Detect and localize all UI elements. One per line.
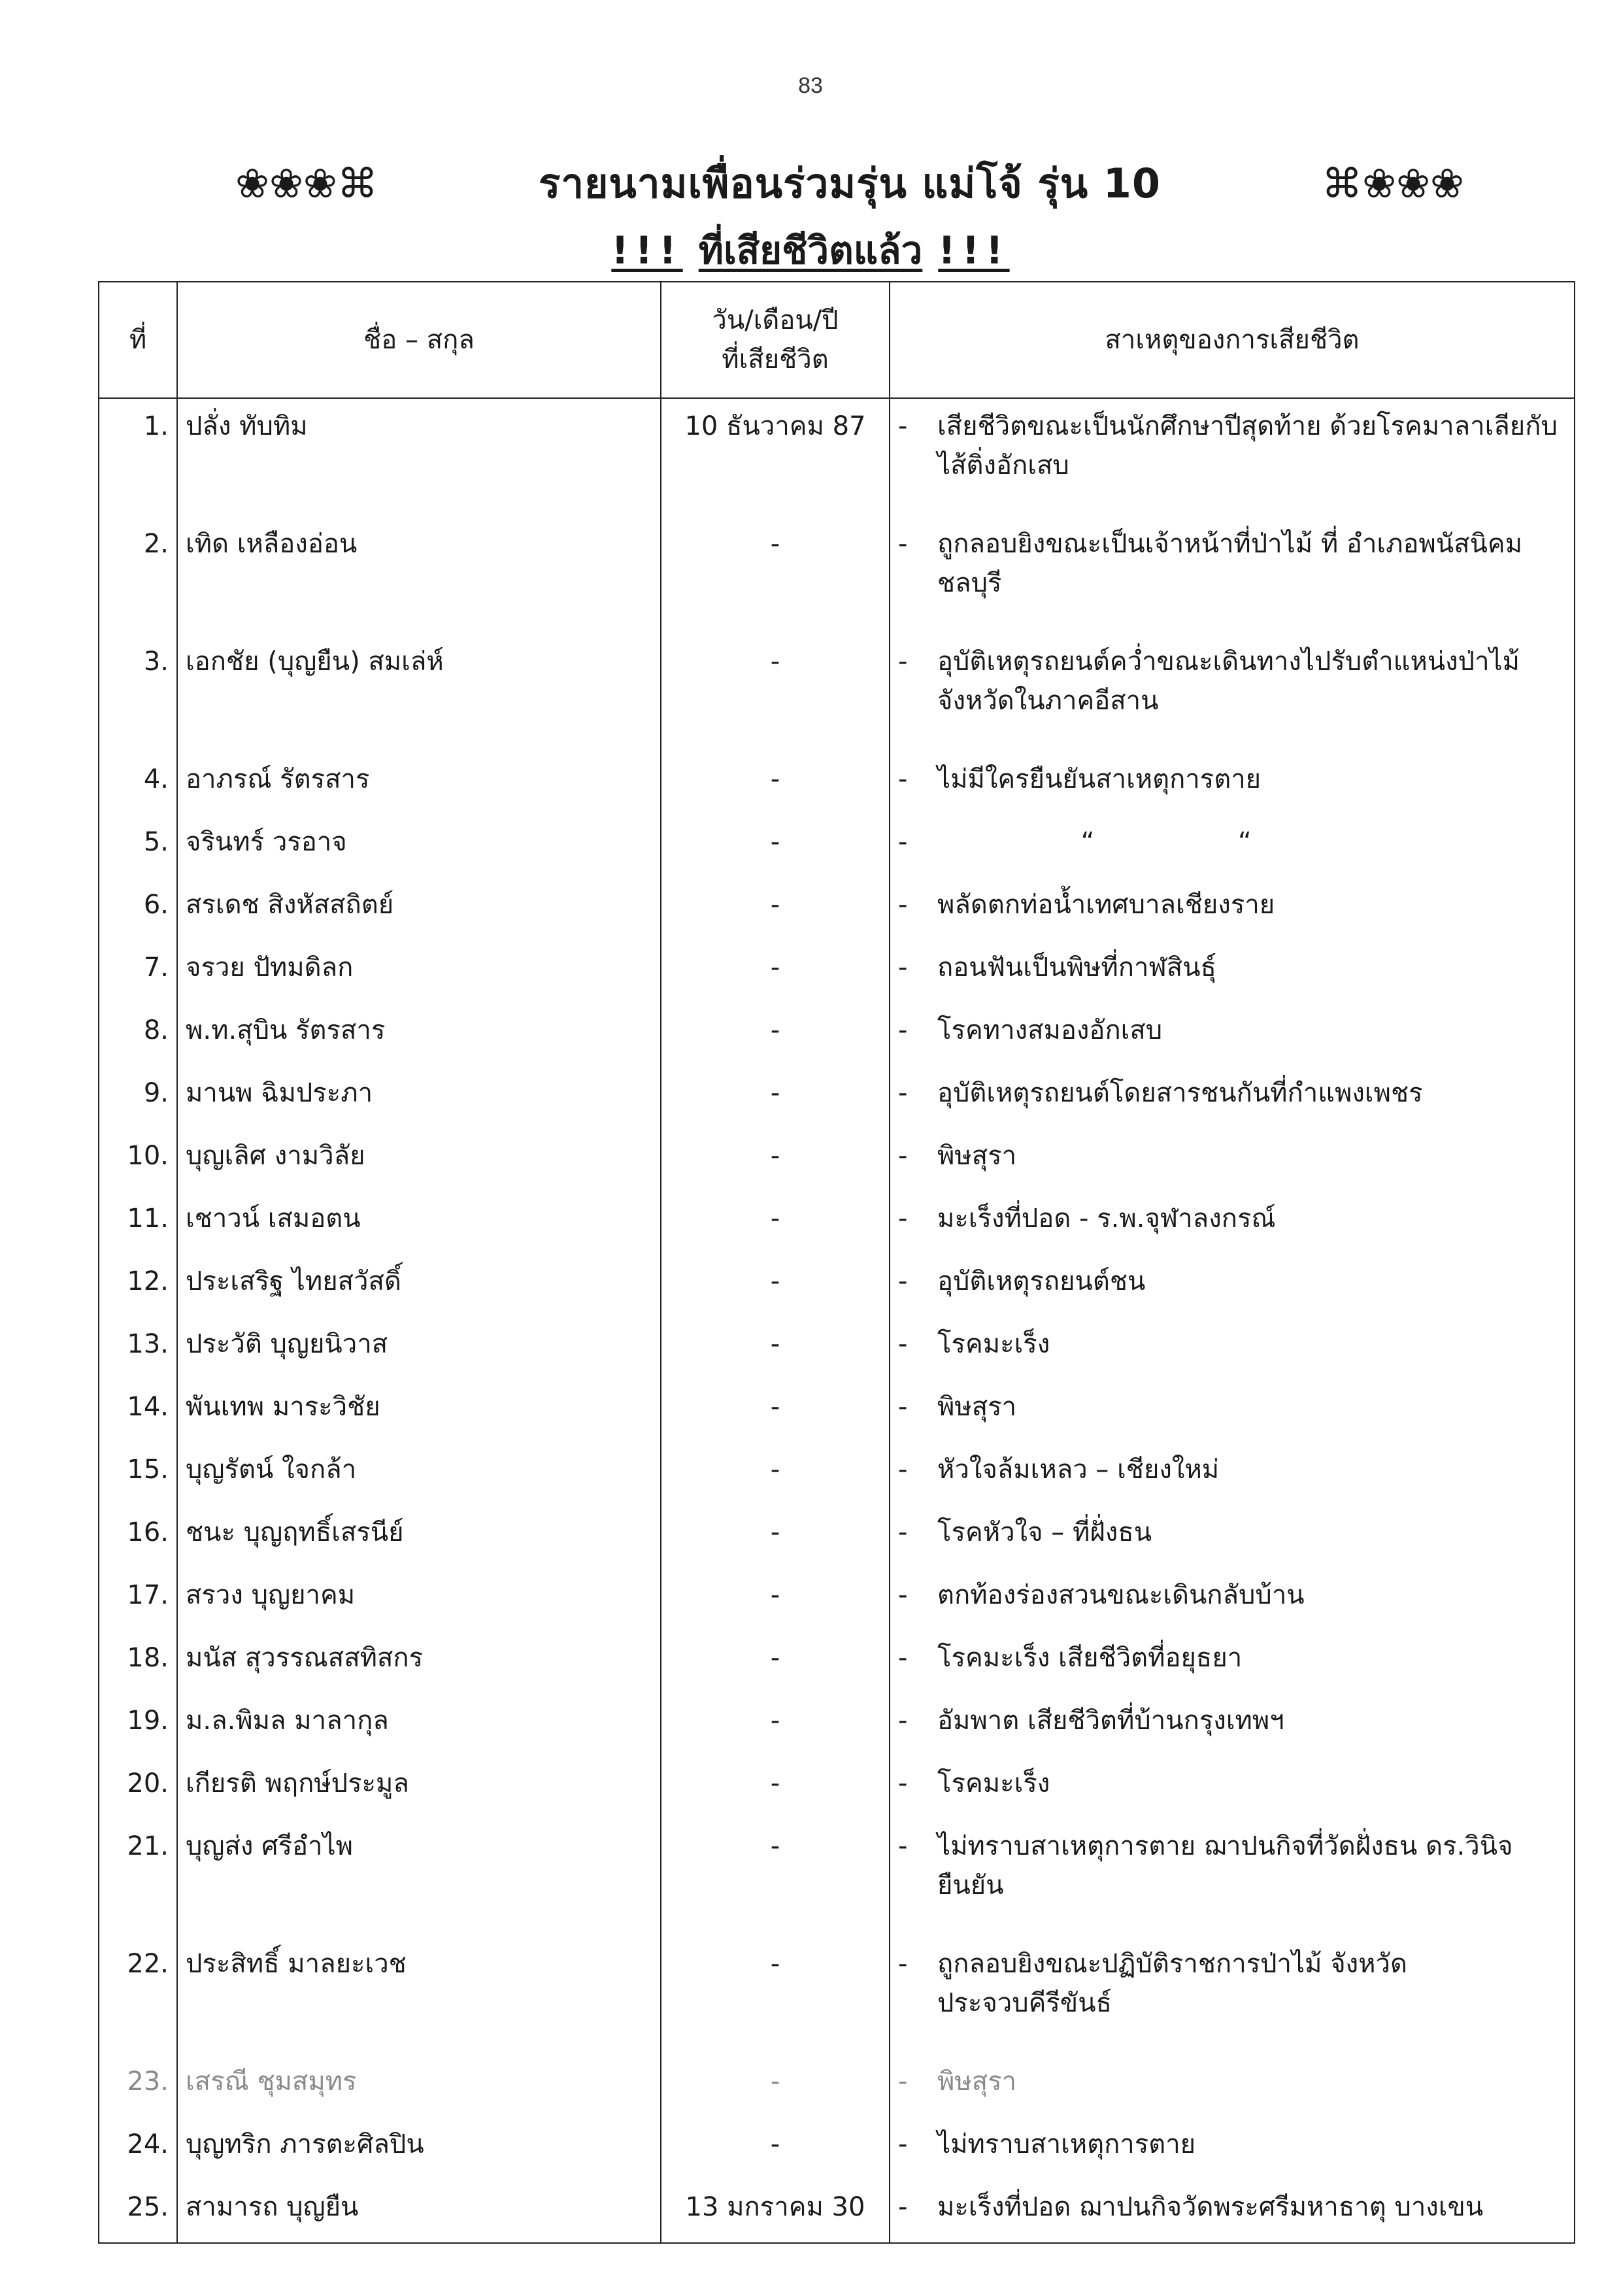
cause-of-death — [890, 398, 1575, 516]
row-number: 21. — [99, 1819, 177, 1936]
cause-dash: - — [898, 2067, 908, 2097]
row-number: 5. — [99, 815, 177, 877]
title-text: รายนามเพื่อนร่วมรุ่น แม่โจ้ รุ่น 10 — [538, 160, 1161, 207]
cause-of-death — [890, 1128, 1575, 1191]
member-name: บุญส่ง ศรีอำไพ — [177, 1819, 661, 1936]
cause-text: ไม่ทราบสาเหตุการตาย — [937, 2129, 1196, 2159]
column-header-date — [661, 282, 890, 398]
table-header-row — [99, 282, 1575, 398]
column-header-date-line2: ที่เสียชีวิต — [722, 345, 829, 375]
member-name: เชาวน์ เสมอตน — [177, 1191, 661, 1254]
cause-text: ถูกลอบยิงขณะเป็นเจ้าหน้าที่ป่าไม้ ที่ อำเภอพนัสนิคม ชลบุรี — [937, 529, 1523, 598]
table-row — [99, 1819, 1575, 1936]
cause-dash: - — [898, 2129, 908, 2159]
cause-of-death — [890, 1191, 1575, 1254]
cause-text: โรคทางสมองอักเสบ — [937, 1015, 1163, 1045]
cause-dash: - — [898, 1831, 908, 1861]
cause-dash: - — [898, 647, 908, 677]
document-title — [235, 152, 1464, 216]
date-of-death: - — [661, 634, 890, 752]
cause-dash: - — [898, 1078, 908, 1108]
date-of-death: - — [661, 1630, 890, 1693]
cause-text: โรคมะเร็ง เสียชีวิตที่อยุธยา — [937, 1643, 1243, 1673]
table-row — [99, 398, 1575, 516]
member-name: ประวัติ บุญยนิวาส — [177, 1317, 661, 1379]
member-name: มานพ ฉิมประภา — [177, 1066, 661, 1128]
cause-text: อุบัติเหตุรถยนต์โดยสารชนกันที่กำแพงเพชร — [937, 1078, 1423, 1108]
member-name: เอกชัย (บุญยืน) สมเล่ห์ — [177, 634, 661, 752]
cause-of-death — [890, 2117, 1575, 2180]
cause-text: ไม่ทราบสาเหตุการตาย ฌาปนกิจที่วัดฝั่งธน ดร.วินิจ ยืนยัน — [937, 1831, 1513, 1900]
date-of-death: - — [661, 2117, 890, 2180]
row-number: 4. — [99, 752, 177, 815]
row-number: 6. — [99, 877, 177, 940]
cause-of-death — [890, 1568, 1575, 1630]
cause-dash: - — [898, 1517, 908, 1547]
cause-dash: - — [898, 1204, 908, 1234]
row-number: 10. — [99, 1128, 177, 1191]
date-of-death: - — [661, 1568, 890, 1630]
cause-dash: - — [898, 1455, 908, 1485]
cause-text: ถอนฟันเป็นพิษที่กาฬสินธุ์ — [937, 953, 1216, 983]
cause-text: “ — [1080, 827, 1095, 857]
row-number: 19. — [99, 1693, 177, 1756]
cause-of-death — [890, 1756, 1575, 1819]
member-name: สรเดช สิงหัสสถิตย์ — [177, 877, 661, 940]
column-header-date-line1: วัน/เดือน/ปี — [712, 305, 839, 335]
page-number: 83 — [798, 73, 823, 98]
row-number: 1. — [99, 398, 177, 516]
table-row — [99, 1128, 1575, 1191]
flower-ornament-right-icon: ⌘❀❀❀ — [1322, 160, 1464, 207]
cause-text: พลัดตกท่อน้ำเทศบาลเชียงราย — [937, 890, 1275, 920]
cause-text: ตกท้องร่องสวนขณะเดินกลับบ้าน — [937, 1580, 1305, 1610]
subtitle-text: ที่เสียชีวิตแล้ว — [698, 228, 923, 273]
cause-text: พิษสุรา — [937, 1392, 1017, 1422]
exclamation-left-icon: !!! — [611, 228, 683, 273]
member-name: ประสิทธิ์ มาลยะเวช — [177, 1936, 661, 2054]
table-row — [99, 2180, 1575, 2243]
member-name: สรวง บุญยาคม — [177, 1568, 661, 1630]
cause-text: พิษสุรา — [937, 2067, 1017, 2097]
table-row — [99, 1568, 1575, 1630]
row-number: 16. — [99, 1505, 177, 1568]
date-of-death: - — [661, 1936, 890, 2054]
cause-of-death — [890, 1003, 1575, 1066]
ditto-mark: “ — [1238, 827, 1252, 857]
cause-text: อุบัติเหตุรถยนต์ชน — [937, 1266, 1146, 1296]
row-number: 20. — [99, 1756, 177, 1819]
cause-of-death — [890, 940, 1575, 1003]
table-row — [99, 1505, 1575, 1568]
date-of-death: - — [661, 1442, 890, 1505]
row-number: 15. — [99, 1442, 177, 1505]
cause-dash: - — [898, 1768, 908, 1798]
table-row — [99, 940, 1575, 1003]
cause-text: หัวใจล้มเหลว – เชียงใหม่ — [937, 1455, 1220, 1485]
member-name: ปลั่ง ทับทิม — [177, 398, 661, 516]
cause-of-death — [890, 1693, 1575, 1756]
row-number: 13. — [99, 1317, 177, 1379]
cause-text: มะเร็งที่ปอด - ร.พ.จุฬาลงกรณ์ — [937, 1204, 1276, 1234]
row-number: 12. — [99, 1254, 177, 1317]
member-name: พ.ท.สุบิน รัตรสาร — [177, 1003, 661, 1066]
date-of-death: - — [661, 1128, 890, 1191]
row-number: 11. — [99, 1191, 177, 1254]
date-of-death: - — [661, 1693, 890, 1756]
cause-dash: - — [898, 529, 908, 559]
table-row — [99, 815, 1575, 877]
column-header-name: ชื่อ – สกุล — [177, 282, 661, 398]
row-number: 25. — [99, 2180, 177, 2243]
cause-of-death — [890, 1379, 1575, 1442]
member-name: มนัส สุวรรณสสทิสกร — [177, 1630, 661, 1693]
table-row — [99, 1630, 1575, 1693]
member-name: เกียรติ พฤกษ์ประมูล — [177, 1756, 661, 1819]
cause-of-death — [890, 815, 1575, 877]
cause-dash: - — [898, 1706, 908, 1736]
member-name: พันเทพ มาระวิชัย — [177, 1379, 661, 1442]
member-name: ชนะ บุญฤทธิ์เสรนีย์ — [177, 1505, 661, 1568]
date-of-death: 10 ธันวาคม 87 — [661, 398, 890, 516]
table-row — [99, 1191, 1575, 1254]
table-row — [99, 877, 1575, 940]
row-number: 17. — [99, 1568, 177, 1630]
cause-of-death — [890, 1254, 1575, 1317]
cause-dash: - — [898, 827, 908, 857]
table-row — [99, 2054, 1575, 2117]
column-header-no: ที่ — [99, 282, 177, 398]
cause-dash: - — [898, 1580, 908, 1610]
cause-text: โรคมะเร็ง — [937, 1329, 1050, 1359]
table-row — [99, 1254, 1575, 1317]
date-of-death: - — [661, 1379, 890, 1442]
table-row — [99, 752, 1575, 815]
cause-dash: - — [898, 953, 908, 983]
cause-dash: - — [898, 2192, 908, 2222]
date-of-death: 13 มกราคม 30 — [661, 2180, 890, 2243]
cause-of-death — [890, 1505, 1575, 1568]
cause-text: พิษสุรา — [937, 1141, 1017, 1171]
cause-of-death — [890, 1442, 1575, 1505]
exclamation-right-icon: !!! — [938, 228, 1010, 273]
cause-dash: - — [898, 1643, 908, 1673]
cause-dash: - — [898, 1141, 908, 1171]
date-of-death: - — [661, 1819, 890, 1936]
cause-of-death — [890, 1066, 1575, 1128]
column-header-cause: สาเหตุของการเสียชีวิต — [890, 282, 1575, 398]
row-number: 8. — [99, 1003, 177, 1066]
row-number: 24. — [99, 2117, 177, 2180]
member-name: บุญรัตน์ ใจกล้า — [177, 1442, 661, 1505]
cause-text: โรคมะเร็ง — [937, 1768, 1050, 1798]
row-number: 22. — [99, 1936, 177, 2054]
cause-of-death — [890, 877, 1575, 940]
cause-of-death — [890, 634, 1575, 752]
cause-dash: - — [898, 1329, 908, 1359]
cause-of-death — [890, 1936, 1575, 2054]
cause-text: ถูกลอบยิงขณะปฏิบัติราชการป่าไม้ จังหวัดประจวบคีรีขันธ์ — [937, 1949, 1407, 2018]
date-of-death: - — [661, 1191, 890, 1254]
table-row — [99, 1066, 1575, 1128]
date-of-death: - — [661, 1003, 890, 1066]
table-row — [99, 2117, 1575, 2180]
member-name: บุญเลิศ งามวิลัย — [177, 1128, 661, 1191]
date-of-death: - — [661, 2054, 890, 2117]
cause-dash: - — [898, 411, 908, 441]
cause-text: เสียชีวิตขณะเป็นนักศึกษาปีสุดท้าย ด้วยโรคมาลาเลียกับไส้ติ่งอักเสบ — [937, 411, 1558, 481]
table-row — [99, 1756, 1575, 1819]
date-of-death: - — [661, 516, 890, 634]
table-row — [99, 1379, 1575, 1442]
table-row — [99, 634, 1575, 752]
row-number: 18. — [99, 1630, 177, 1693]
cause-text: โรคหัวใจ – ที่ฝั่งธน — [937, 1517, 1152, 1547]
table-row — [99, 1003, 1575, 1066]
member-name: สามารถ บุญยืน — [177, 2180, 661, 2243]
cause-dash: - — [898, 1015, 908, 1045]
date-of-death: - — [661, 1505, 890, 1568]
date-of-death: - — [661, 940, 890, 1003]
cause-dash: - — [898, 764, 908, 794]
cause-text: มะเร็งที่ปอด ฌาปนกิจวัดพระศรีมหาธาตุ บางเขน — [937, 2192, 1484, 2222]
cause-of-death — [890, 1630, 1575, 1693]
cause-dash: - — [898, 890, 908, 920]
cause-dash: - — [898, 1266, 908, 1296]
member-name: เทิด เหลืองอ่อน — [177, 516, 661, 634]
date-of-death: - — [661, 1756, 890, 1819]
flower-ornament-left-icon: ❀❀❀⌘ — [235, 160, 378, 207]
cause-text: อัมพาต เสียชีวิตที่บ้านกรุงเทพฯ — [937, 1706, 1284, 1736]
row-number: 9. — [99, 1066, 177, 1128]
table-row — [99, 1317, 1575, 1379]
date-of-death: - — [661, 815, 890, 877]
cause-text: ไม่มีใครยืนยันสาเหตุการตาย — [937, 764, 1262, 794]
row-number: 2. — [99, 516, 177, 634]
cause-dash: - — [898, 1392, 908, 1422]
deceased-members-table — [98, 281, 1575, 2244]
cause-text: อุบัติเหตุรถยนต์คว่ำขณะเดินทางไปรับตำแหน่งป่าไม้จังหวัดในภาคอีสาน — [937, 647, 1520, 716]
row-number: 7. — [99, 940, 177, 1003]
member-name: ประเสริฐ ไทยสวัสดิ์ — [177, 1254, 661, 1317]
member-name: ม.ล.พิมล มาลากุล — [177, 1693, 661, 1756]
table-row — [99, 1693, 1575, 1756]
row-number: 3. — [99, 634, 177, 752]
table-row — [99, 516, 1575, 634]
table-row — [99, 1442, 1575, 1505]
date-of-death: - — [661, 1066, 890, 1128]
member-name: จรวย ปัทมดิลก — [177, 940, 661, 1003]
member-name: อาภรณ์ รัตรสาร — [177, 752, 661, 815]
row-number: 23. — [99, 2054, 177, 2117]
cause-of-death — [890, 2054, 1575, 2117]
member-name: บุญทริก ภารตะศิลปิน — [177, 2117, 661, 2180]
date-of-death: - — [661, 877, 890, 940]
date-of-death: - — [661, 752, 890, 815]
cause-of-death — [890, 2180, 1575, 2243]
table-row — [99, 1936, 1575, 2054]
cause-of-death — [890, 1317, 1575, 1379]
member-name: เสรณี ชุมสมุทร — [177, 2054, 661, 2117]
document-subtitle — [0, 220, 1621, 280]
cause-of-death — [890, 516, 1575, 634]
date-of-death: - — [661, 1317, 890, 1379]
cause-of-death — [890, 752, 1575, 815]
member-name: จรินทร์ วรอาจ — [177, 815, 661, 877]
date-of-death: - — [661, 1254, 890, 1317]
row-number: 14. — [99, 1379, 177, 1442]
cause-of-death — [890, 1819, 1575, 1936]
cause-dash: - — [898, 1949, 908, 1979]
